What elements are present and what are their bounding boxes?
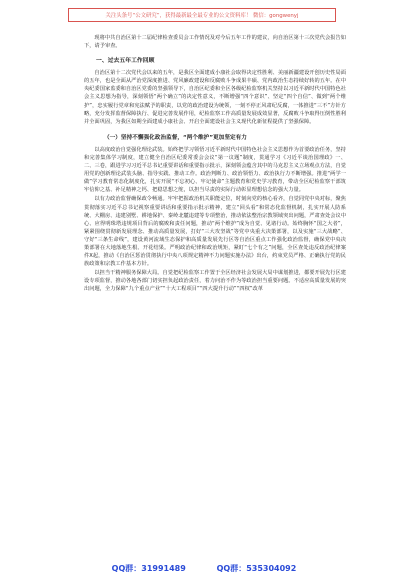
section-heading: 一、过去五年工作回顾 bbox=[96, 58, 155, 65]
qq-group-1: QQ群：31991489 bbox=[111, 564, 186, 573]
paragraph-4: 以担当干精神服务保障大局。自觉把纪检监察工作置于全区经济社会发展大局中谋划推进，都要开展先行区建设专项监督，推动各地各部门切实担负起政治责任，着力问治不作为等政治担当重要问题。不适应高质量发展的突出问题，全力保障“九个重点产业”“十大工程项目”“四大提升行动”“四权”改革 bbox=[84, 270, 346, 293]
top-promo-banner: 关注头条号“公文研究”，获得最新最全最专业的公文资料库！ 微信：gongwenyj bbox=[68, 8, 336, 22]
paragraph-1: 自治区第十二次党代会以来的五年，是我区全面建成小康社会取得决定性胜利、美丽新疆建设开创历史性局面的五年，也是全面从严治党深度推进、党风廉政建设和反腐败斗争成果丰硕、党内政治生态持续好转的五年。在中央纪委国家监委和自治区党委的坚强领导下，自治区纪委和全区各级纪检监察机关坚持以习近平新时代中国特色社会主义思想为指导，深刻领悟“两个确立”的决定性意义，不断增强“四个意识”、坚定“四个自信”、做到“两个维护”，忠实履行党章和宪法赋予的职责，以党的政治建设为统领，一刻不停正风肃纪反腐，一体推进“三不”方针方略，充分发挥监督保障执行、促进完善发展作用，纪检监察工作高质量发展成效显著，反腐败斗争取得压倒性胜利并全面巩固，为我区如期全面建成小康社会、开启全面建设社会主义现代化新征程提供了坚强保障。 bbox=[84, 70, 346, 125]
paragraph-3: 以有力政治监督确保政令畅通。牢牢把握政治机关职能定位，时刻向党的核心看齐，自觉同党中央对标，聚焦贯彻落实习近平总书记视察重要讲话和重要指示批示精神，建立“回头看”和常态化监督机制，扎实开展人防系统、大棚房、违建别墅、耕地保护、秦岭北麓违建等专项整治，推动依法整治宗教领域突出问题，严肃查处会议中心、应得明珠塔违规项目背后的腐败和责任问题，推动“两个维护”成为自觉、见诸行动。始终胸怀“国之大者”，紧紧围绕贯彻新发展理念、推动高质量发展，打好“三大攻坚战”等党中央重大决策部署，以及实施“三大战略”、守好“三条生命线”，建设黄河流域生态保护和高质量发展先行区等自治区重点工作强化政治监督，确保党中央决策部署在大地落地生根、开花结果。严明政治纪律和政治规矩，紧盯“七个有之”问题，全区查处违反政治纪律案件X起，推动《自治区惩治贯彻执行中央八项规定精神不力问题实施办法》出台，约束党员严格、正确执行党的民族政策和宗教工作基本方针。 bbox=[84, 196, 346, 268]
footer-qq-banner bbox=[0, 563, 408, 575]
qq-group-2: QQ群：535304092 bbox=[216, 564, 297, 573]
subsection-heading: （一）坚持不懈强化政治监督，“两个维护”更加坚定有力 bbox=[104, 134, 247, 141]
document-body bbox=[84, 34, 346, 295]
intro-paragraph: 现将中共自治区第十二届纪律检查委员会工作情况及对今后五年工作的建议，向自治区第十三次党代会报告如下，请予审查。 bbox=[84, 35, 346, 50]
paragraph-2: 以高度政治自觉强化理论武装。始终把学习领悟习近平新时代中国特色社会主义思想作为首要政治任务，坚持和完善集体学习制度，建立健全自治区纪委常委会会议“第一议题”制度，贯通学习《习近平谈治国理政》一、二、三卷，跟进学习习近平总书记重要讲话和重要指示批示，深刻领会蕴含其中的马克思主义立场观点方法，自觉用党的创新理论武装头脑、指导实践、推动工作。政治判断力、政治领悟力、政治执行力不断增强。推进“两学一做”学习教育常态化制度化，扎实开展“不忘初心、牢记使命”主题教育和党史学习教育，带动全区纪检监察干部筑牢信仰之基、补足精神之钙、把稳思想之舵，以担当尽责的实际行动彰显理想信念的强大力量。 bbox=[84, 146, 346, 194]
